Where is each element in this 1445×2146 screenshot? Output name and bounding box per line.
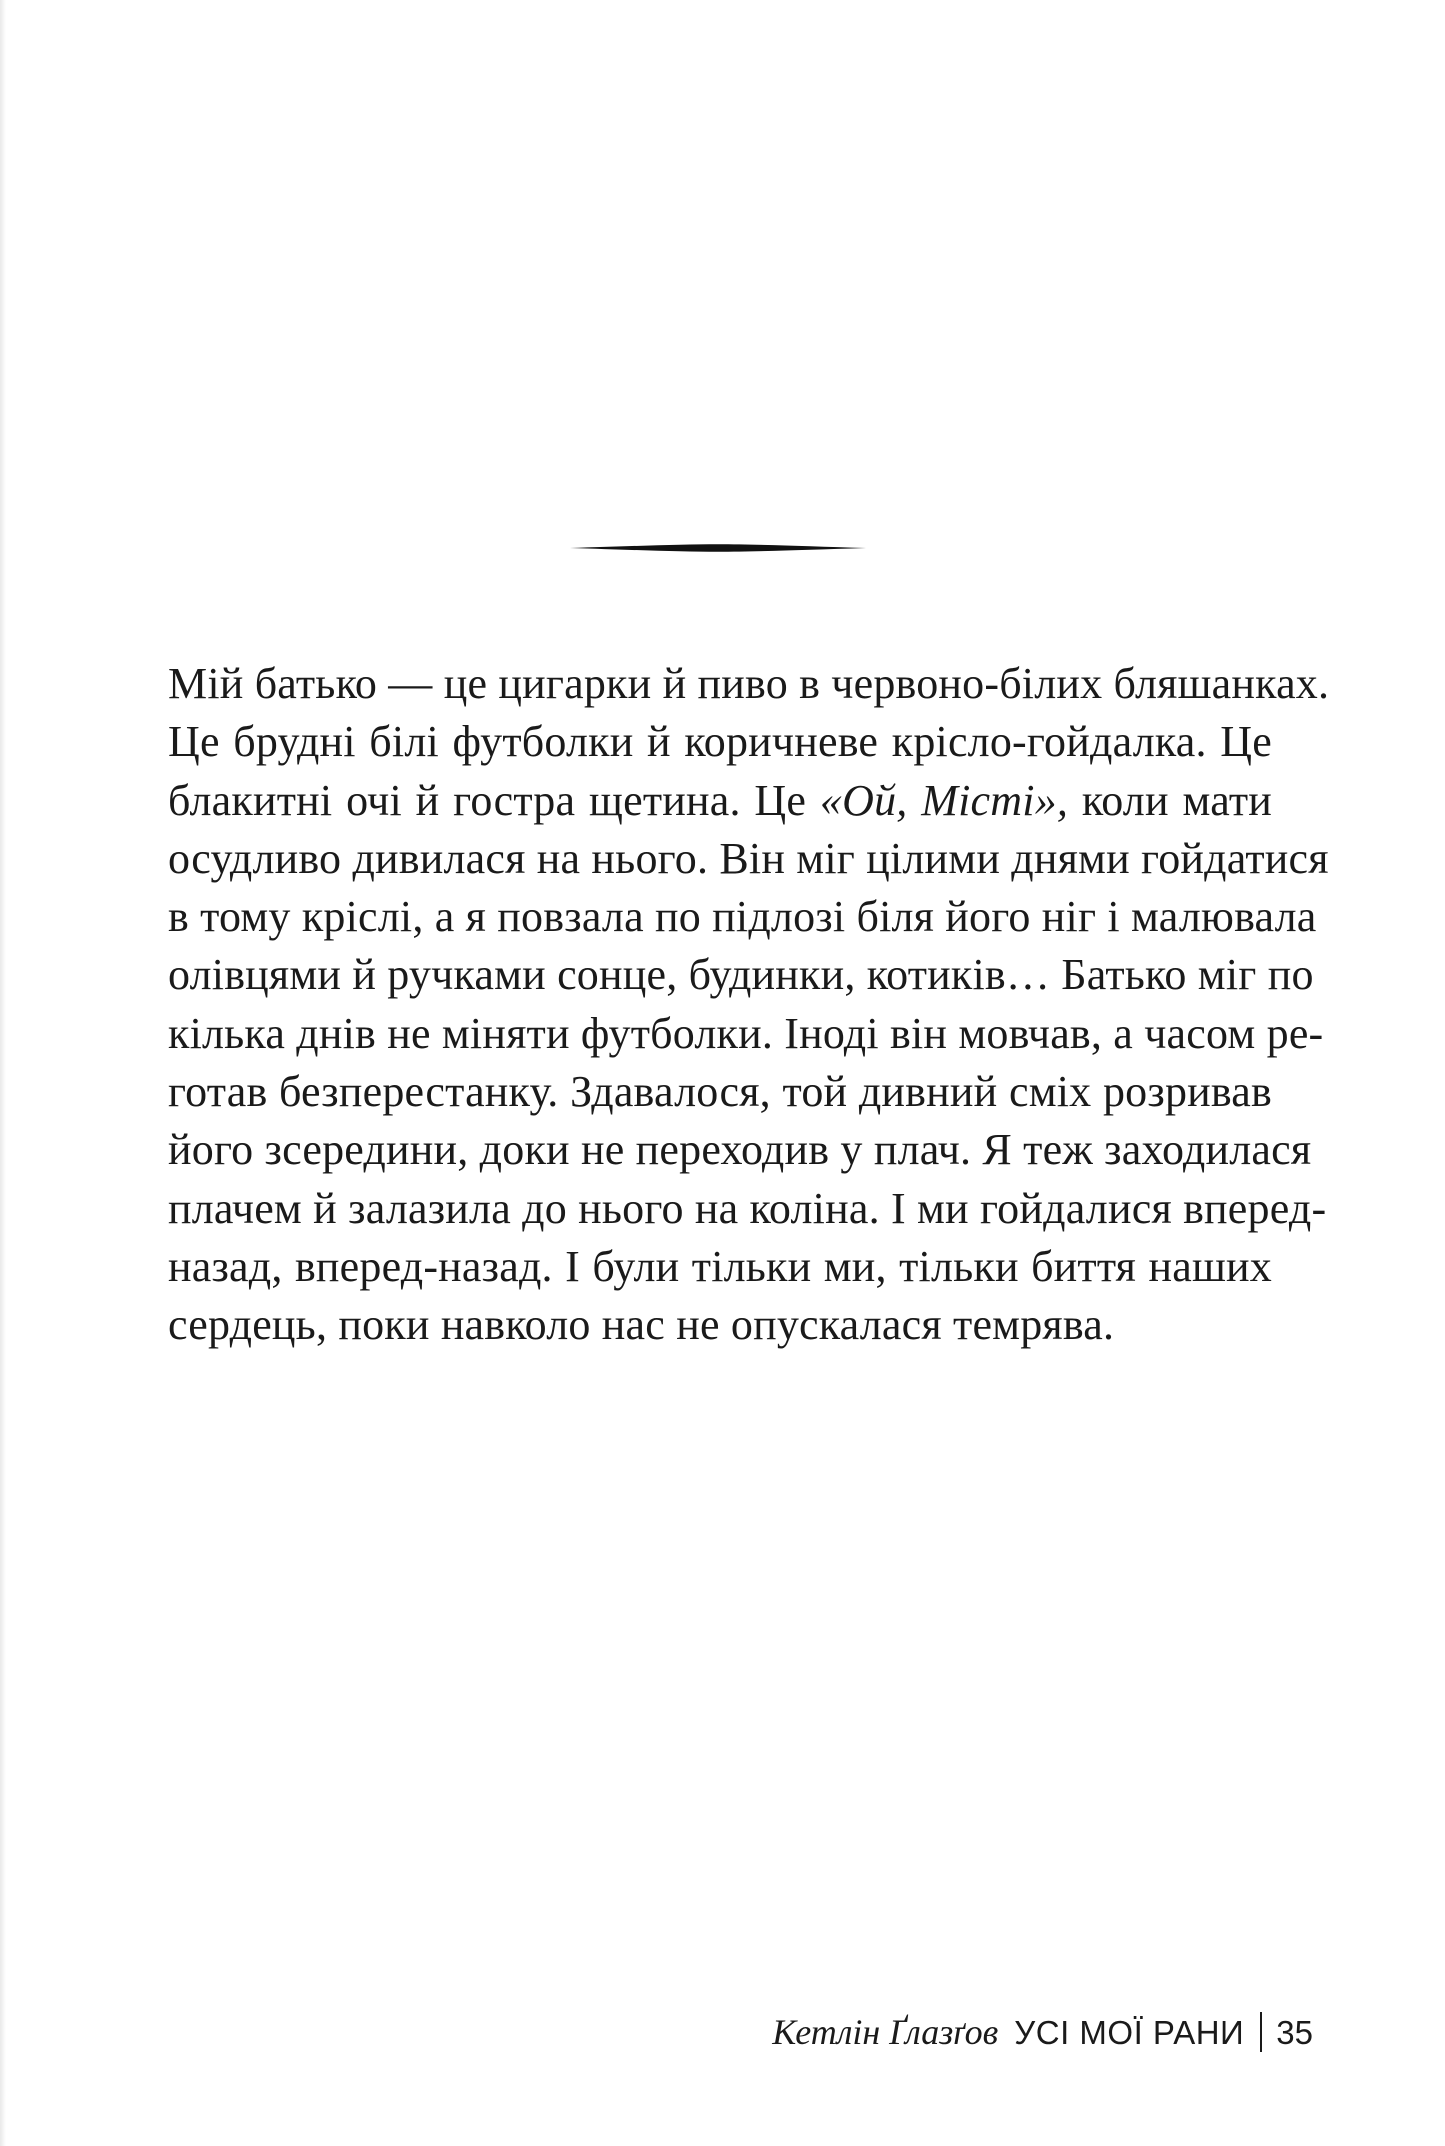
text-line: Це брудні білі футболки й коричневе крісло-гойдалка. Це bbox=[168, 717, 1272, 767]
text-segment: блакитні очі й гостра щетина. Це bbox=[168, 775, 820, 825]
text-line: назад, вперед-назад. І були тільки ми, тільки биття наших bbox=[168, 1241, 1272, 1291]
text-line: плачем й залазила до нього на коліна. І ми гойдалися вперед- bbox=[168, 1183, 1327, 1233]
text-line: сердець, поки навколо нас не опускалася темрява. bbox=[168, 1300, 1115, 1350]
page-edge bbox=[0, 0, 6, 2146]
footer-book-title: УСІ МОЇ РАНИ bbox=[1014, 2014, 1245, 2051]
text-line: його зсередини, доки не переходив у плач. Я теж заходилася bbox=[168, 1125, 1312, 1175]
section-divider bbox=[570, 544, 866, 552]
text-line: в тому кріслі, а я повзала по підлозі біля його ніг і малювала bbox=[168, 892, 1317, 942]
text-line: осудливо дивилася на нього. Він міг цілими днями гойдатися bbox=[168, 833, 1329, 883]
text-line: готав безперестанку. Здавалося, той дивний сміх розривав bbox=[168, 1067, 1272, 1117]
text-line: кілька днів не міняти футболки. Іноді він мовчав, а часом ре- bbox=[168, 1008, 1324, 1058]
text-line: олівцями й ручками сонце, будинки, котиків… Батько міг по bbox=[168, 950, 1314, 1000]
text-line bbox=[168, 772, 1272, 830]
running-footer bbox=[772, 2010, 1313, 2055]
footer-author: Кетлін Ґлазґов bbox=[772, 2012, 999, 2052]
italic-quote: «Ой, Місті», bbox=[819, 775, 1069, 825]
footer-separator bbox=[1260, 2012, 1262, 2052]
text-segment: коли мати bbox=[1068, 775, 1272, 825]
page-number: 35 bbox=[1276, 2014, 1313, 2051]
body-paragraph bbox=[168, 655, 1330, 1355]
text-line: Мій батько — це цигарки й пиво в червоно-білих бляшанках. bbox=[168, 659, 1330, 708]
